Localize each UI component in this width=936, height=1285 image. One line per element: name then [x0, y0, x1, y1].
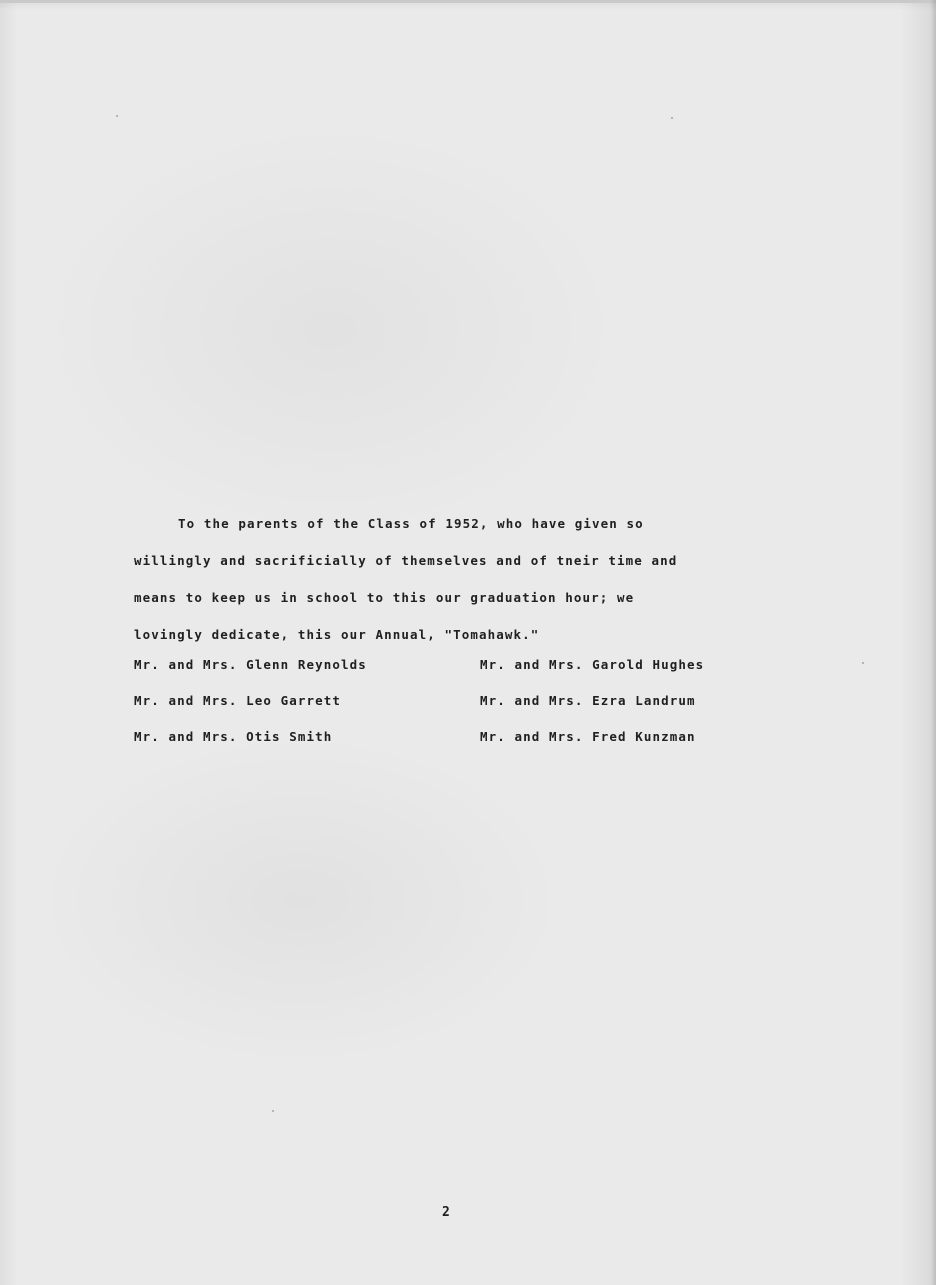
parent-name: Mr. and Mrs. Glenn Reynolds: [134, 657, 367, 672]
page-right-edge: [930, 0, 936, 1285]
parent-name: Mr. and Mrs. Fred Kunzman: [480, 729, 696, 744]
paper-speck: [116, 115, 118, 117]
parents-list: [134, 647, 794, 755]
parents-row: [134, 647, 794, 683]
parent-name: Mr. and Mrs. Otis Smith: [134, 729, 333, 744]
dedication-line: means to keep us in school to this our graduation hour; we: [134, 590, 635, 605]
parent-name: Mr. and Mrs. Garold Hughes: [480, 657, 705, 672]
parents-row: [134, 719, 794, 755]
dedication-paragraph: [134, 505, 774, 653]
paper-speck: [272, 1110, 274, 1112]
dedication-line: lovingly dedicate, this our Annual, "Tomahawk.": [134, 627, 540, 642]
parent-name: Mr. and Mrs. Leo Garrett: [134, 693, 342, 708]
page-top-edge: [0, 0, 936, 3]
paper-speck: [671, 117, 673, 119]
paper-speck: [862, 662, 864, 664]
parents-row: [134, 683, 794, 719]
dedication-line: willingly and sacrificially of themselves and of tneir time and: [134, 553, 678, 568]
parent-name: Mr. and Mrs. Ezra Landrum: [480, 693, 696, 708]
dedication-line: To the parents of the Class of 1952, who have given so: [178, 516, 644, 531]
page-number: 2: [442, 1205, 450, 1220]
